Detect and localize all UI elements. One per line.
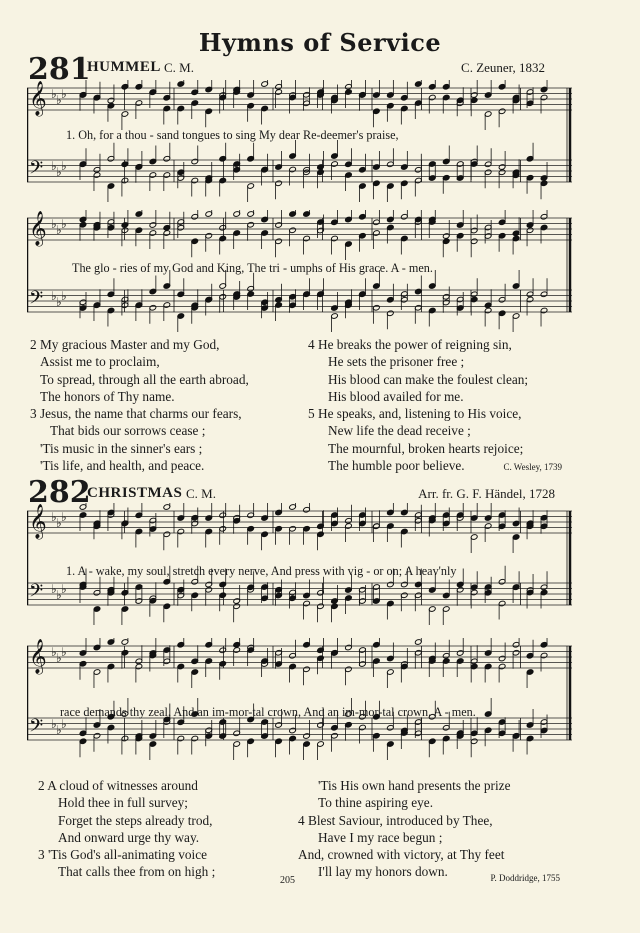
verse-line: The mournful, broken hearts rejoice; [328, 440, 524, 456]
meter: C. M. [186, 486, 216, 501]
flat-icon: ♭ [56, 723, 62, 737]
author-credit: C. Wesley, 1739 [503, 462, 562, 472]
flat-icon: ♭ [56, 165, 62, 179]
flat-icon: ♭ [51, 289, 57, 303]
bass-clef-icon: 𝄢 [29, 581, 44, 606]
flat-icon: ♭ [61, 645, 67, 659]
verse-line: Have I my race begun ; [318, 829, 443, 845]
composer-credit: C. Zeuner, 1832 [461, 60, 545, 75]
verses-left [30, 336, 249, 474]
flat-icon: ♭ [56, 651, 62, 665]
verse-line: He sets the prisoner free ; [328, 354, 465, 370]
verse-line: New life the dead receive ; [328, 423, 471, 439]
author-credit: P. Doddridge, 1755 [490, 873, 560, 883]
flat-icon: ♭ [61, 217, 67, 231]
verse-line: His blood can make the foulest clean; [328, 371, 529, 387]
verses-left [38, 777, 215, 881]
verse-line: 5 He speaks, and, listening to His voice, [308, 406, 522, 422]
lyrics-line: 1. Oh, for a thou - sand tongues to sing My dear Re-deemer's praise, [66, 128, 399, 142]
flat-icon: ♭ [61, 289, 67, 303]
verse-line: And onward urge thy way. [58, 829, 200, 845]
verse-line: The humble poor believe. [328, 458, 465, 474]
flat-icon: ♭ [51, 87, 57, 101]
verse-line: Forget the steps already trod, [58, 812, 213, 828]
verse-line: 2 My gracious Master and my God, [30, 337, 220, 352]
flat-icon: ♭ [51, 645, 57, 659]
flat-icon: ♭ [56, 588, 62, 602]
hymn-number: 282 [28, 475, 91, 510]
flat-icon: ♭ [61, 582, 67, 596]
flat-icon: ♭ [61, 159, 67, 173]
page-number: 205 [280, 875, 295, 886]
bass-clef-icon: 𝄢 [29, 716, 44, 741]
verse-line: 'Tis music in the sinner's ears ; [40, 440, 203, 456]
lyrics-line: The glo - ries of my God and King, The tri - umphs of His grace. A - men. [72, 261, 433, 275]
verse-line: His blood availed for me. [328, 388, 464, 404]
bass-clef-icon: 𝄢 [29, 288, 44, 313]
verse-line: To spread, through all the earth abroad, [40, 371, 249, 387]
flat-icon: ♭ [61, 87, 67, 101]
lyrics-line: race demands thy zeal, And an im-mor-tal crown, And an im-mor-tal crown. A - men. [60, 705, 476, 719]
verse-line: That bids our sorrows cease ; [50, 423, 206, 439]
verse-line: 'Tis life, and health, and peace. [40, 458, 205, 474]
treble-clef-icon: 𝄞 [29, 504, 47, 539]
hymn-number: 281 [28, 52, 91, 87]
treble-clef-icon: 𝄞 [29, 81, 47, 116]
section-title: Hymns of Service [198, 28, 442, 57]
flat-icon: ♭ [61, 717, 67, 731]
composer-credit: Arr. fr. G. F. Händel, 1728 [418, 486, 555, 501]
verse-line: 2 A cloud of witnesses around [38, 778, 198, 793]
flat-icon: ♭ [51, 717, 57, 731]
tune-name: CHRISTMAS [87, 485, 183, 501]
verse-line: I'll lay my honors down. [318, 864, 448, 880]
flat-icon: ♭ [56, 295, 62, 309]
flat-icon: ♭ [56, 516, 62, 530]
verse-line: 'Tis His own hand presents the prize [318, 778, 511, 793]
music-system [27, 638, 572, 768]
flat-icon: ♭ [51, 582, 57, 596]
verse-line: 3 Jesus, the name that charms our fears, [30, 406, 242, 422]
treble-clef-icon: 𝄞 [29, 639, 47, 674]
flat-icon: ♭ [56, 223, 62, 237]
lyrics-line: 1. A - wake, my soul, stretch every nerve, And press with vig - or on; A heav'nly [66, 564, 457, 578]
verses-right [298, 777, 510, 881]
music-staff-svg [27, 638, 572, 768]
verses-right [308, 336, 528, 474]
flat-icon: ♭ [51, 159, 57, 173]
flat-icon: ♭ [56, 93, 62, 107]
bass-clef-icon: 𝄢 [29, 158, 44, 183]
treble-clef-icon: 𝄞 [29, 211, 47, 246]
meter: C. M. [164, 60, 194, 75]
verse-line: Assist me to proclaim, [40, 354, 160, 370]
verse-line: That calls thee from on high ; [58, 864, 216, 880]
verse-line: 3 'Tis God's all-animating voice [38, 847, 208, 863]
verse-line: To thine aspiring eye. [318, 795, 434, 811]
flat-icon: ♭ [51, 510, 57, 524]
verse-line: 4 Blest Saviour, introduced by Thee, [298, 812, 493, 828]
flat-icon: ♭ [61, 510, 67, 524]
flat-icon: ♭ [51, 217, 57, 231]
verse-line: And, crowned with victory, at Thy feet [298, 847, 505, 863]
verse-line: The honors of Thy name. [40, 388, 175, 404]
verse-line: 4 He breaks the power of reigning sin, [308, 337, 512, 352]
verse-line: Hold thee in full survey; [58, 795, 188, 811]
tune-name: HUMMEL [87, 59, 161, 75]
